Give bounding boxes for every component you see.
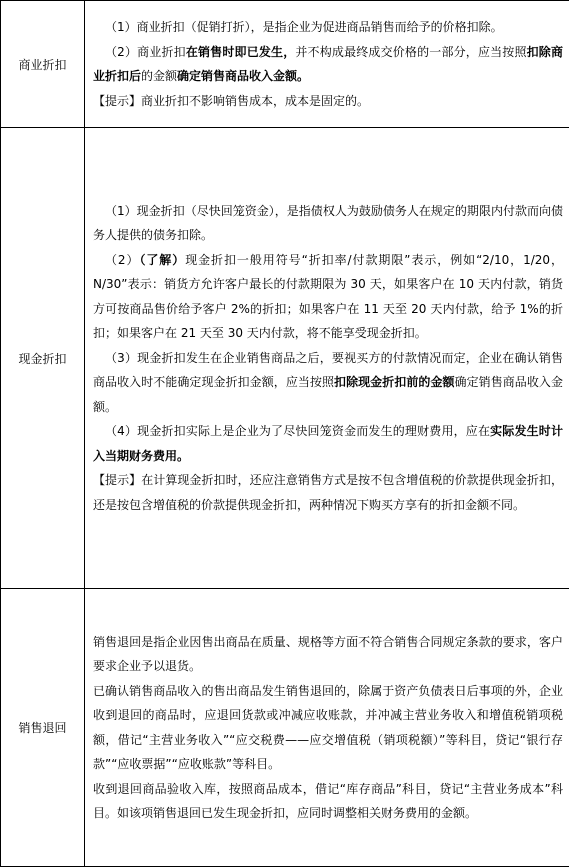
paragraph xyxy=(93,777,563,826)
text-run: 并不构成最终成交价格的一部分，应当按照 xyxy=(295,44,527,59)
row-label-commercial-discount: 商业折扣 xyxy=(1,1,85,128)
paragraph xyxy=(93,89,563,114)
row-content-sales-return xyxy=(85,589,569,867)
text-run: 收到退回商品验收入库，按照商品成本，借记“库存商品”科目，贷记“主营业务成本”科目。如该项销售退回已发生现金折扣，应同时调整相关财务费用的金额。 xyxy=(93,781,563,820)
text-run: 的金额 xyxy=(141,69,178,83)
text-run: （2）商业折扣 xyxy=(105,44,186,59)
bold-text: 实际发生时计入当期财务费用。 xyxy=(93,424,563,463)
paragraph xyxy=(93,346,563,420)
bold-text: 扣除商业折扣后 xyxy=(93,44,563,83)
text-run: 现金折扣一般用符号“折扣率/付款期限”表示，例如“2/10，1/20，N/30”表示：销货方允许客户最长的付款期限为 30 天，如果客户在 10 天内付款，销货方可按商品售价给予客户 2%的折扣；如果客户在 11 天至 20 天内付款，给予 1%的折扣；如果客户在 21 天至 30 天内付款，将不能享受现金折扣。 xyxy=(93,252,563,341)
bold-text: 扣除现金折扣前的金额 xyxy=(334,375,455,390)
bold-text: （了解） xyxy=(139,252,186,267)
text-run: （1）现金折扣（尽快回笼资金），是指债权人为鼓励债务人在规定的期限内付款而向债务人提供的债务扣除。 xyxy=(93,203,563,243)
paragraph xyxy=(93,15,563,40)
text-run: 【提示】在计算现金折扣时，还应注意销售方式是按不包含增值税的价款提供现金折扣，还是按包含增值税的价款提供现金折扣，两种情况下购买方享有的折扣金额不同。 xyxy=(93,473,563,512)
row-label-sales-return: 销售退回 xyxy=(1,589,85,867)
paragraph xyxy=(93,419,563,468)
text-run: （3）现金折扣发生在企业销售商品之后，要视买方的付款情况而定，企业在确认销售商品收入时不能确定现金折扣金额，应当按照 xyxy=(93,350,563,390)
bold-text: 在销售时即已发生， xyxy=(185,44,296,59)
paragraph xyxy=(93,468,563,517)
paragraph xyxy=(93,248,563,346)
paragraph xyxy=(93,630,563,679)
row-label-cash-discount: 现金折扣 xyxy=(1,128,85,589)
text-run: （2） xyxy=(105,252,140,267)
paragraph xyxy=(93,679,563,777)
table-row xyxy=(1,1,569,128)
text-run: （4）现金折扣实际上是企业为了尽快回笼资金而发生的理财费用，应在 xyxy=(105,424,491,439)
paragraph xyxy=(93,199,563,248)
row-content-commercial-discount xyxy=(85,1,569,128)
row-content-cash-discount xyxy=(85,128,569,589)
bold-text: 确定销售商品收入金额。 xyxy=(177,69,310,83)
paragraph xyxy=(93,40,563,89)
text-run: 确定销售商品收入金额。 xyxy=(93,375,563,414)
text-run: 【提示】商业折扣不影响销售成本，成本是固定的。 xyxy=(93,93,370,108)
text-run: 已确认销售商品收入的售出商品发生销售退回的，除属于资产负债表日后事项的外，企业收到退回的商品时，应退回货款或冲减应收账款，并冲减主营业务收入和增值税销项税额，借记“主营业务收入”“应交税费——应交增值税（销项税额）”等科目，贷记“银行存款”“应收票据”“应收账款”等科目。 xyxy=(93,683,563,771)
text-run: 销售退回是指企业因售出商品在质量、规格等方面不符合销售合同规定条款的要求，客户要求企业予以退货。 xyxy=(93,634,563,673)
text-run: （1）商业折扣（促销打折），是指企业为促进商品销售而给予的价格扣除。 xyxy=(105,20,503,34)
table-row xyxy=(1,589,569,867)
table-row xyxy=(1,128,569,589)
